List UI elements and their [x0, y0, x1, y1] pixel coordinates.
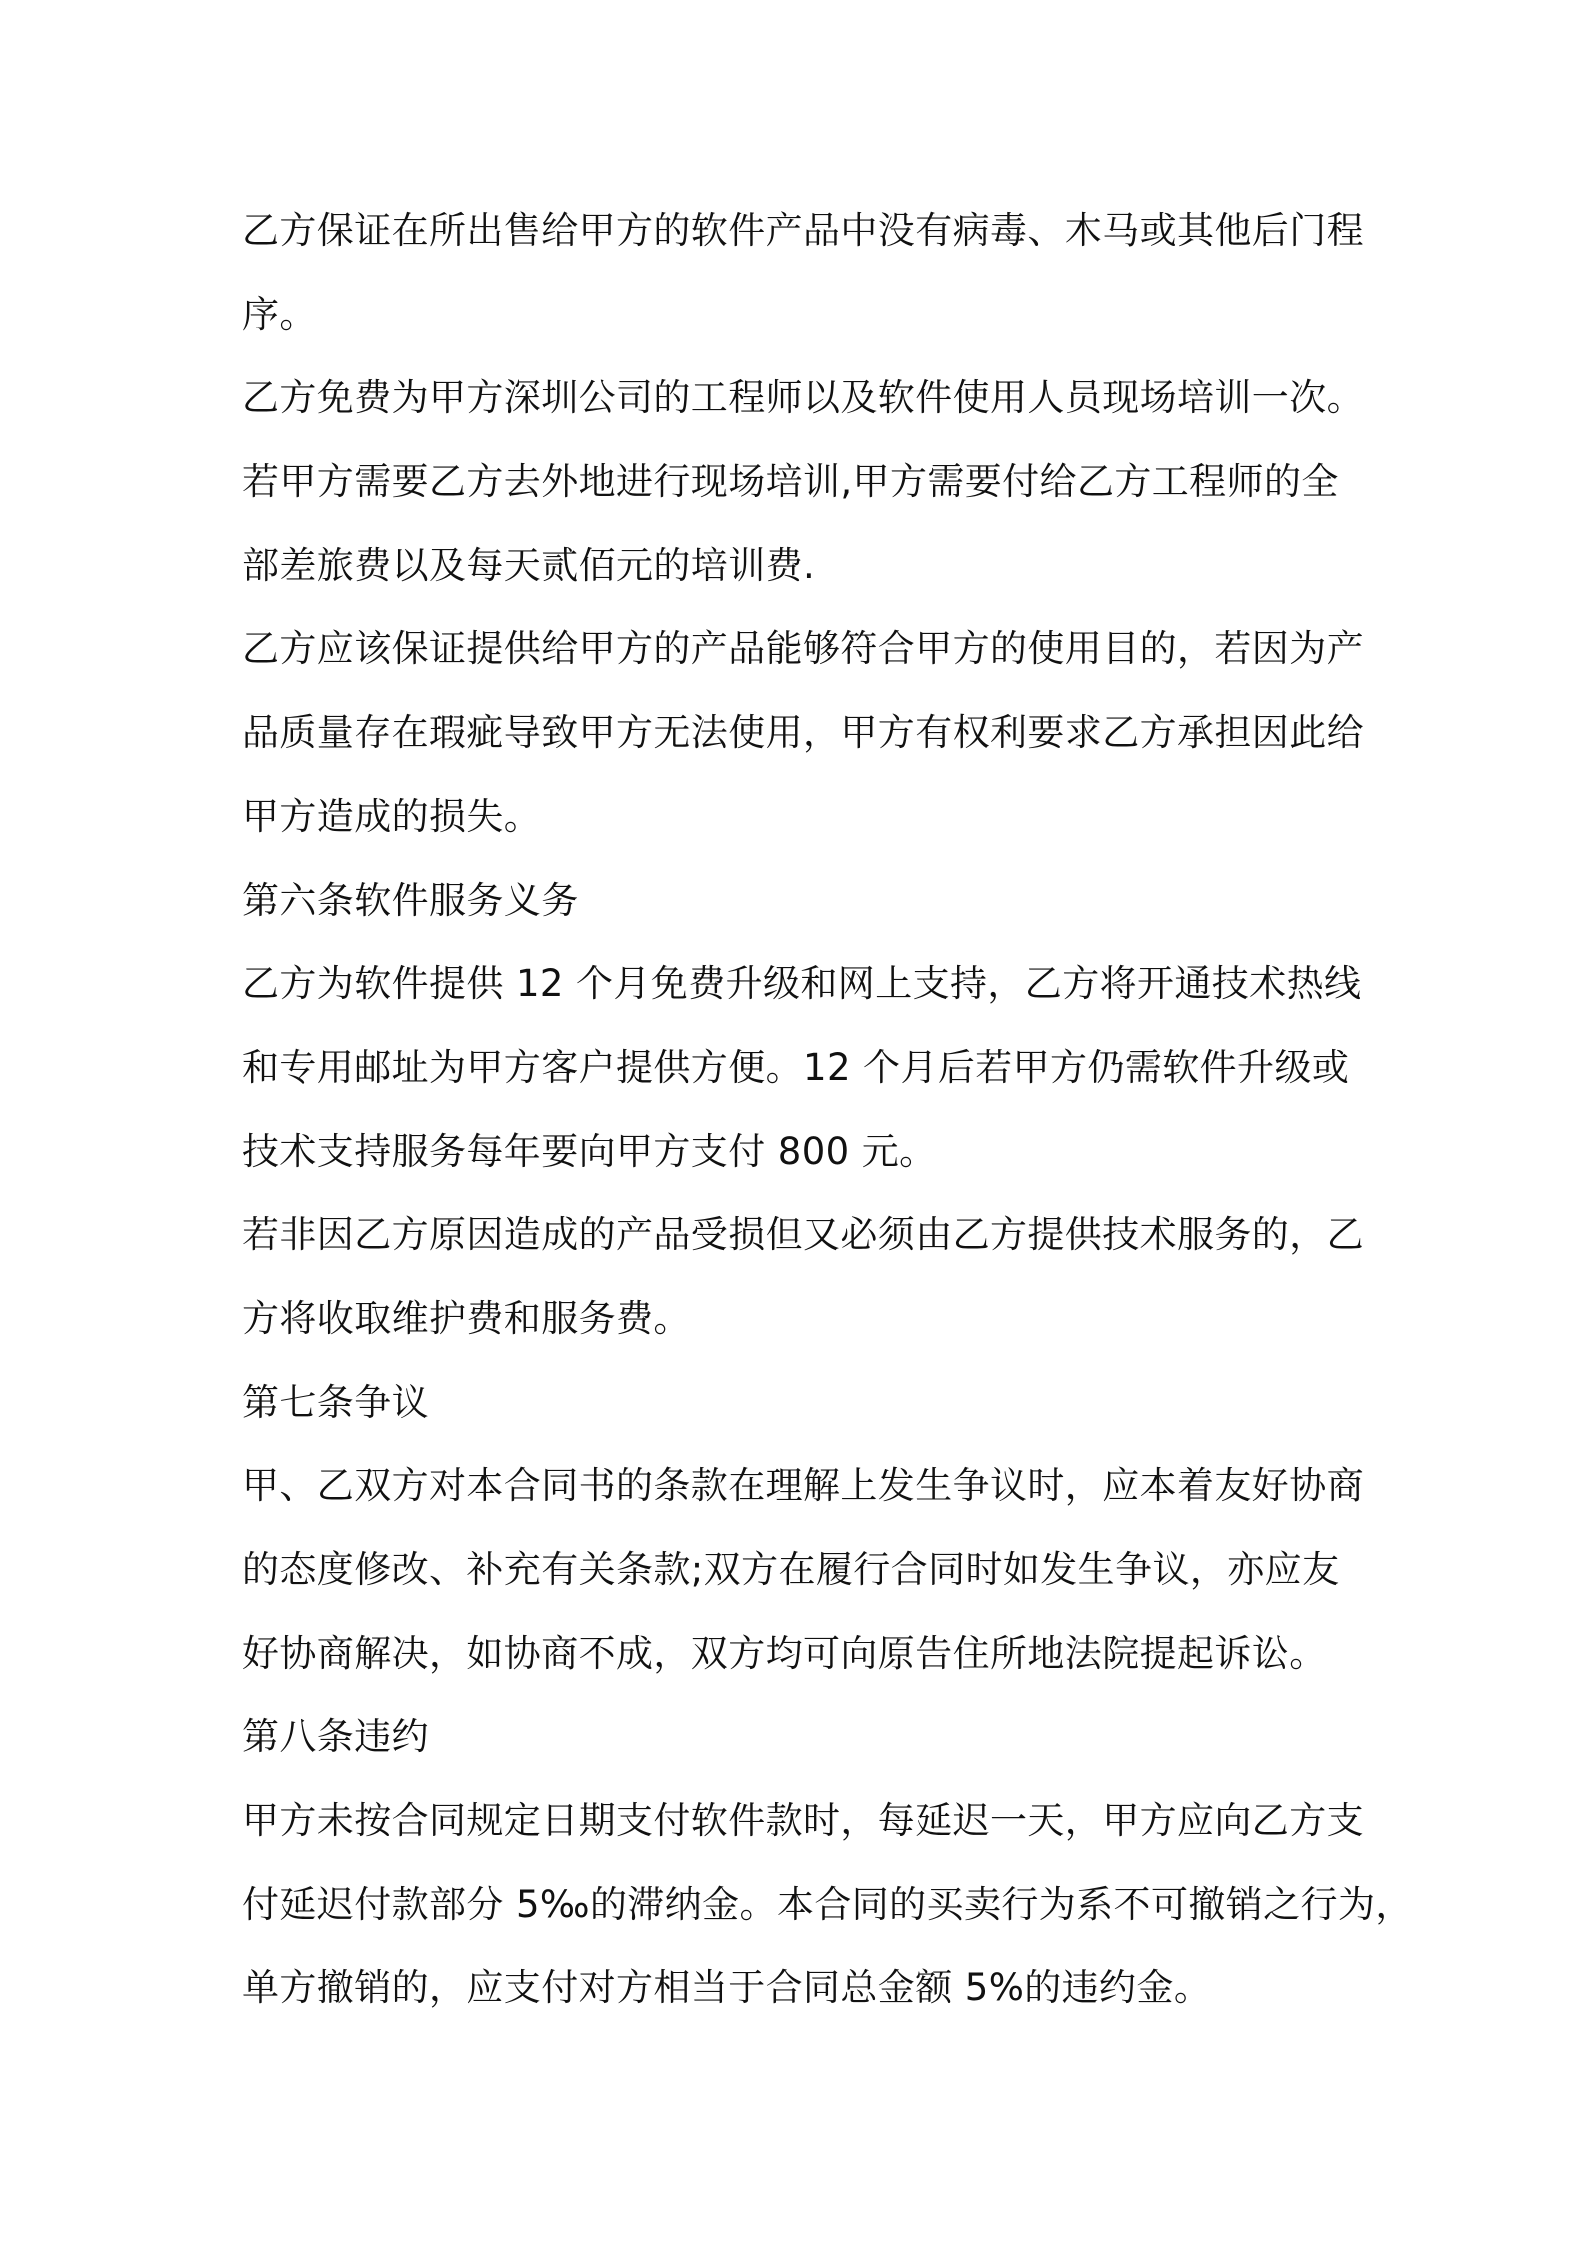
text-line: 技术支持服务每年要向甲方支付 800 元。 — [242, 1129, 937, 1173]
section-heading: 第七条争议 — [242, 1380, 429, 1424]
text-line: 好协商解决，如协商不成，双方均可向原告住所地法院提起诉讼。 — [242, 1631, 1327, 1675]
text-line: 和专用邮址为甲方客户提供方便。12 个月后若甲方仍需软件升级或 — [242, 1045, 1350, 1089]
text-line: 品质量存在瑕疵导致甲方无法使用，甲方有权利要求乙方承担因此给 — [242, 711, 1364, 755]
text-line: 的态度修改、补充有关条款;双方在履行合同时如发生争议，亦应友 — [242, 1548, 1340, 1591]
text-line: 若非因乙方原因造成的产品受损但又必须由乙方提供技术服务的，乙 — [242, 1213, 1364, 1257]
text-line: 单方撤销的，应支付对方相当于合同总金额 5%的违约金。 — [242, 1966, 1212, 2010]
section-heading: 第六条软件服务义务 — [242, 878, 579, 922]
text-line: 方将收取维护费和服务费。 — [242, 1296, 691, 1340]
text-line: 部差旅费以及每天贰佰元的培训费. — [242, 543, 816, 587]
text-line: 乙方应该保证提供给甲方的产品能够符合甲方的使用目的，若因为产 — [242, 627, 1364, 671]
text-line: 若甲方需要乙方去外地进行现场培训,甲方需要付给乙方工程师的全 — [242, 460, 1339, 504]
text-line: 乙方免费为甲方深圳公司的工程师以及软件使用人员现场培训一次。 — [242, 376, 1364, 420]
document-body — [242, 199, 1413, 2040]
text-line: 序。 — [242, 292, 317, 336]
text-line: 付延迟付款部分 5‰的滞纳金。本合同的买卖行为系不可撤销之行为， — [242, 1882, 1413, 1926]
text-line: 甲、乙双方对本合同书的条款在理解上发生争议时，应本着友好协商 — [242, 1464, 1364, 1508]
text-line: 乙方保证在所出售给甲方的软件产品中没有病毒、木马或其他后门程 — [242, 209, 1364, 252]
text-line: 乙方为软件提供 12 个月免费升级和网上支持，乙方将开通技术热线 — [242, 962, 1362, 1006]
section-heading: 第八条违约 — [242, 1715, 429, 1759]
text-line: 甲方造成的损失。 — [242, 794, 542, 838]
text-line: 甲方未按合同规定日期支付软件款时，每延迟一天，甲方应向乙方支 — [242, 1799, 1364, 1843]
